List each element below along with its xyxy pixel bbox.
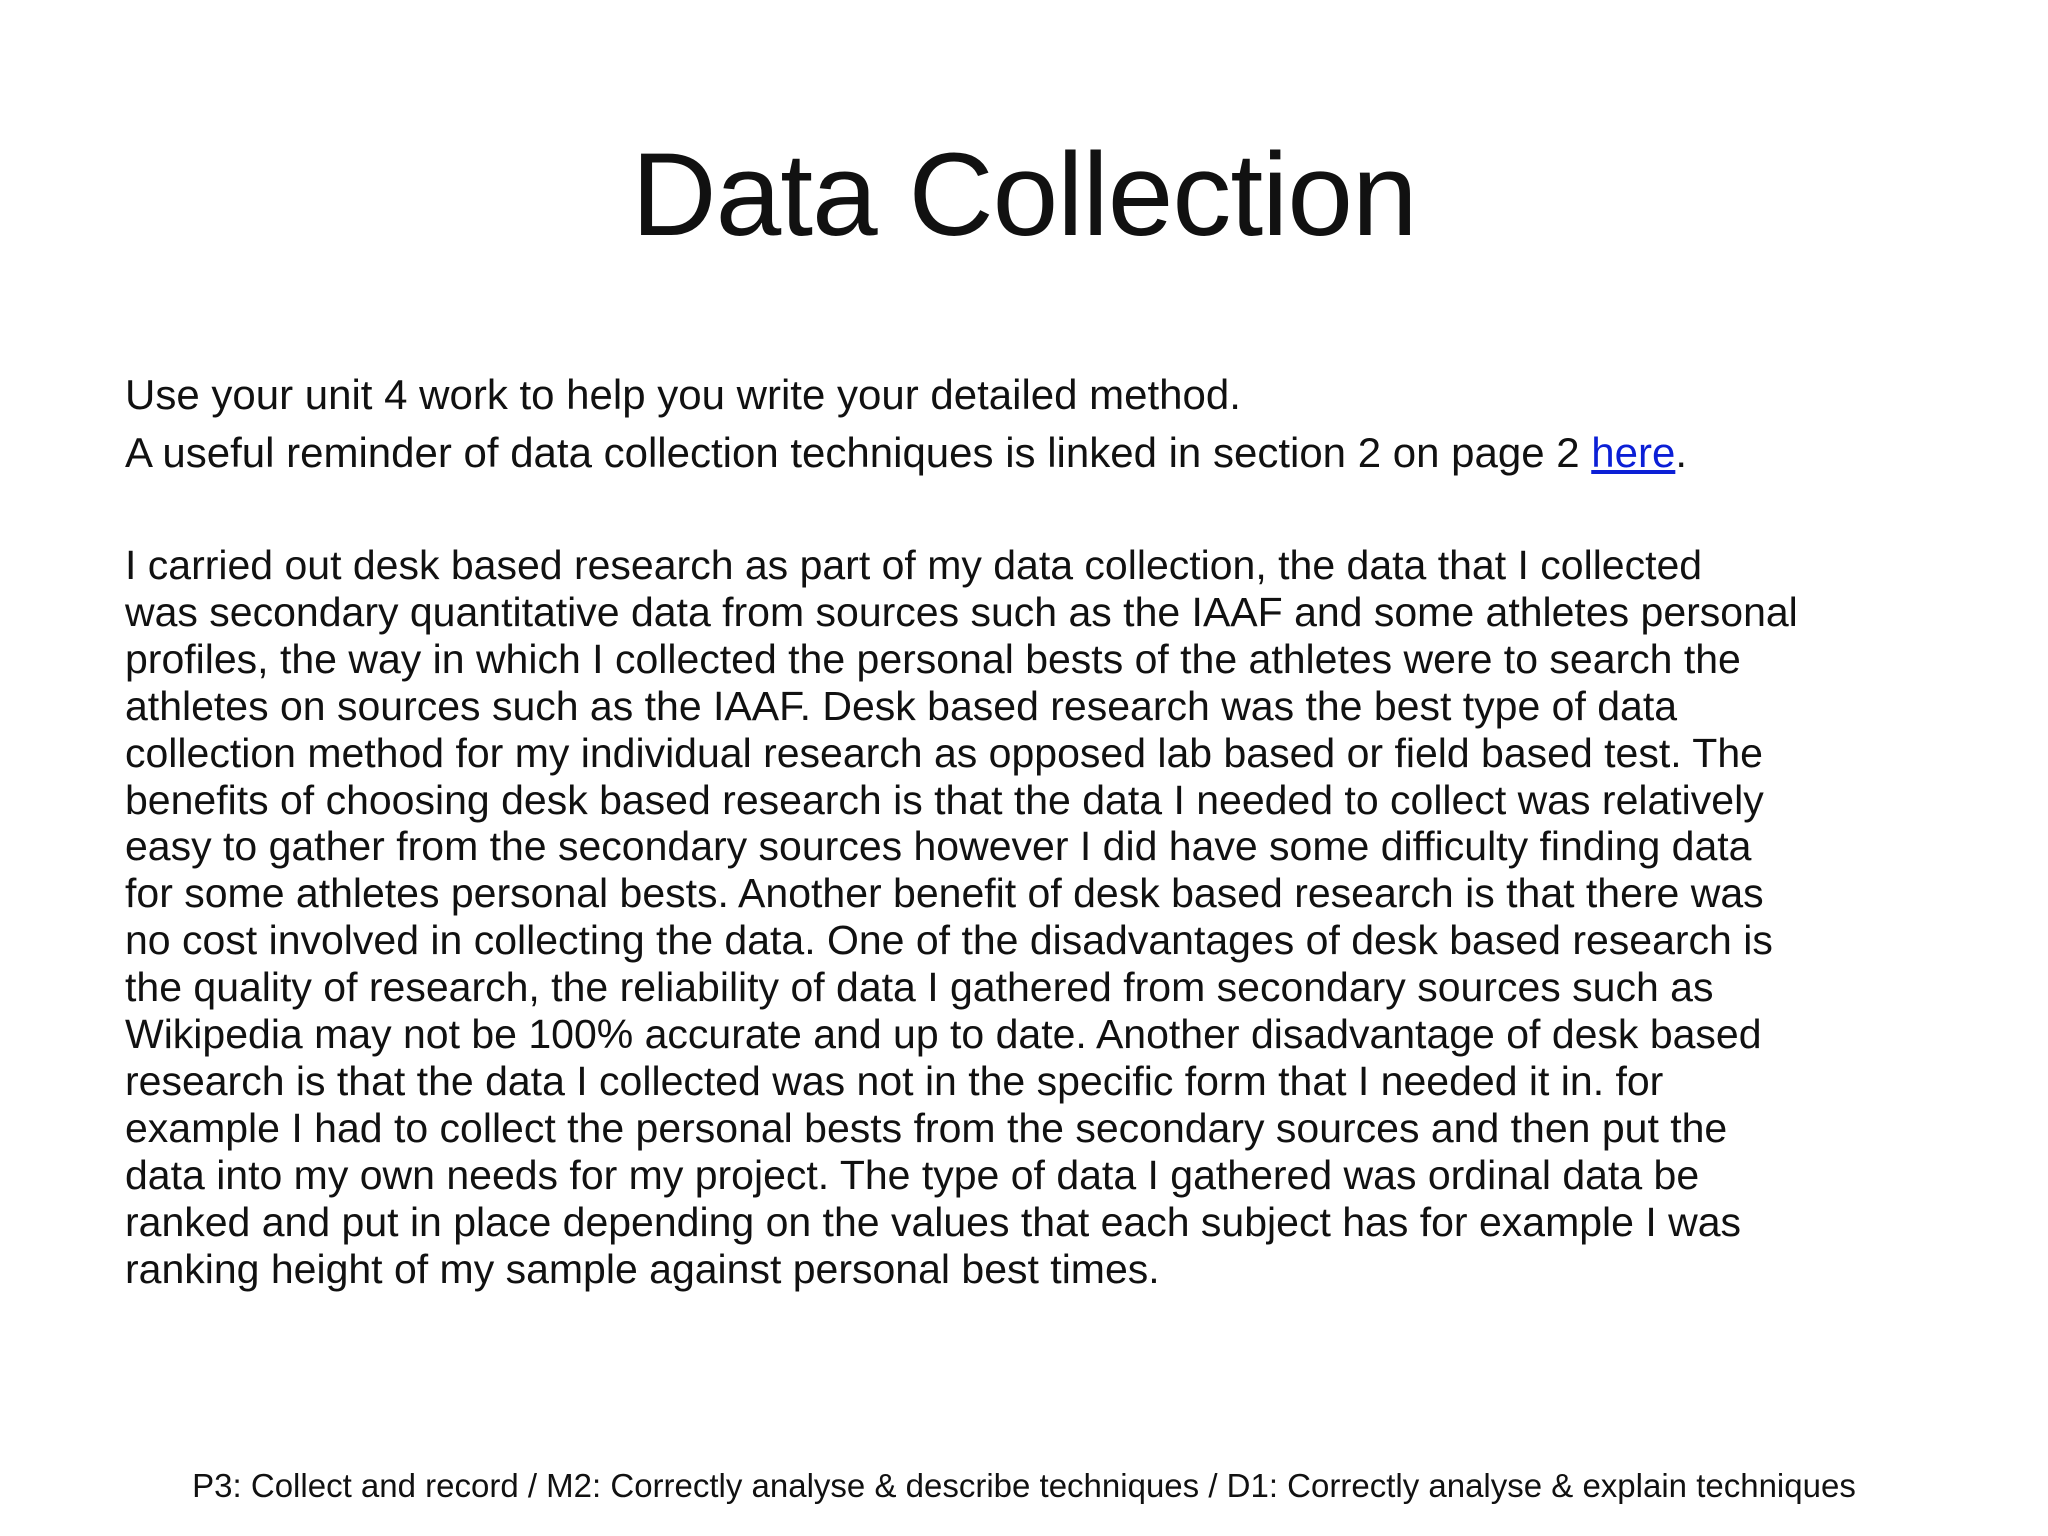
criteria-footer: P3: Collect and record / M2: Correctly analyse & describe techniques / D1: Correctly analyse & explain techniques xyxy=(192,1467,1856,1504)
body-line: ranking height of my sample against personal best times. xyxy=(125,1245,1160,1292)
body-line: research is that the data I collected was not in the specific form that I needed it in. for xyxy=(125,1057,1664,1104)
here-link[interactable]: here xyxy=(1591,429,1676,476)
body-line: data into my own needs for my project. The type of data I gathered was ordinal data be xyxy=(125,1151,1700,1198)
body-line: ranked and put in place depending on the values that each subject has for example I was xyxy=(125,1198,1742,1245)
body-line: easy to gather from the secondary sources however I did have some difficulty finding data xyxy=(125,823,1752,870)
intro-line-2-text: A useful reminder of data collection techniques is linked in section 2 on page 2 xyxy=(125,429,1592,476)
intro-line-1: Use your unit 4 work to help you write your detailed method. xyxy=(125,371,1241,418)
body-line: was secondary quantitative data from sources such as the IAAF and some athletes personal xyxy=(125,588,1798,635)
body-line: I carried out desk based research as part of my data collection, the data that I collected xyxy=(125,542,1703,588)
body-line: benefits of choosing desk based research is that the data I needed to collect was relatively xyxy=(125,776,1764,823)
body-line: no cost involved in collecting the data. One of the disadvantages of desk based research is xyxy=(125,917,1773,964)
body-line: profiles, the way in which I collected the personal bests of the athletes were to search the xyxy=(125,635,1741,682)
body-line: Wikipedia may not be 100% accurate and up to date. Another disadvantage of desk based xyxy=(125,1011,1762,1058)
body-paragraph xyxy=(125,542,1945,1293)
intro-line-2 xyxy=(125,424,1945,482)
slide-title: Data Collection xyxy=(631,129,1417,261)
body-line: the quality of research, the reliability of data I gathered from secondary sources such as xyxy=(125,964,1714,1011)
body-line: athletes on sources such as the IAAF. Desk based research was the best type of data xyxy=(125,682,1678,729)
intro-line-2-end: . xyxy=(1675,429,1687,476)
body-line: example I had to collect the personal bests from the secondary sources and then put the xyxy=(125,1104,1728,1151)
body-line: collection method for my individual research as opposed lab based or field based test. The xyxy=(125,729,1763,776)
body-line: for some athletes personal bests. Another benefit of desk based research is that there was xyxy=(125,870,1764,917)
intro-block xyxy=(125,366,1945,482)
